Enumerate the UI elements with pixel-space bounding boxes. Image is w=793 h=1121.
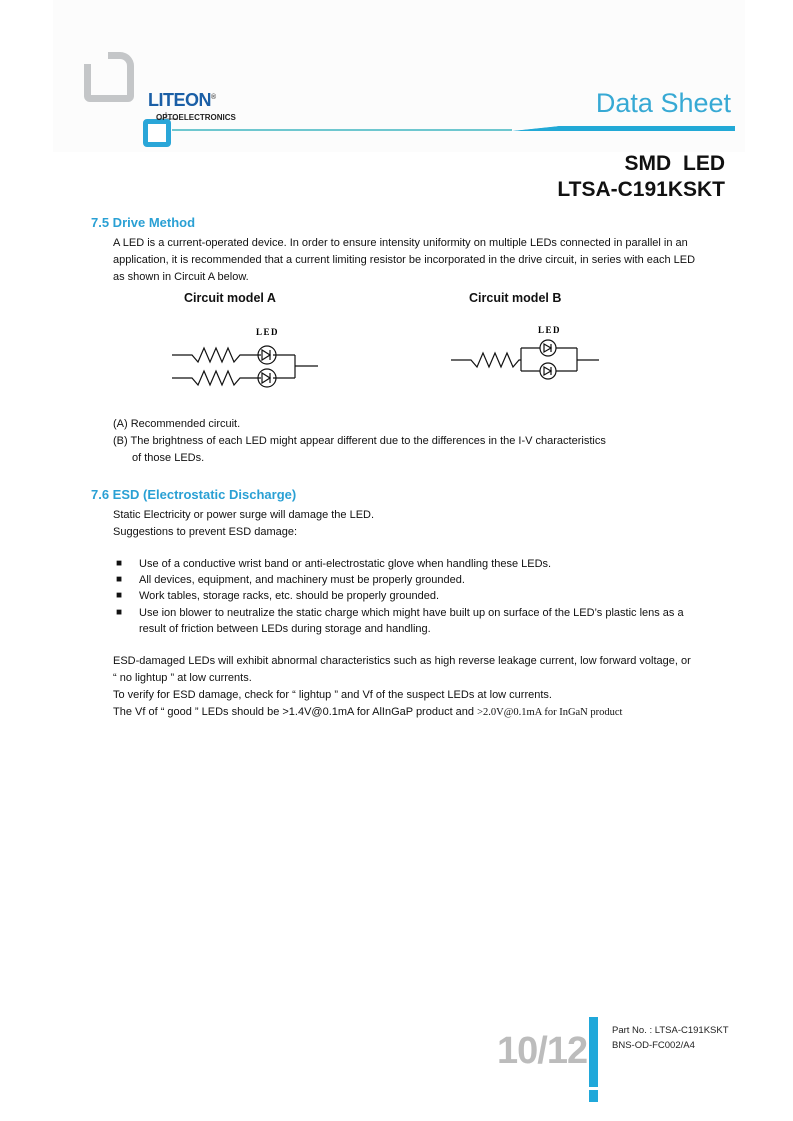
circuit-a-title: Circuit model A — [184, 291, 276, 305]
section-heading-esd: 7.6 ESD (Electrostatic Discharge) — [91, 487, 297, 502]
bullet-square-icon: ■ — [116, 574, 123, 585]
esd-bullet-item: Work tables, storage racks, etc. should be properly grounded. — [139, 590, 440, 602]
note-a: (A) Recommended circuit. — [113, 418, 241, 430]
paragraph-line: as shown in Circuit A below. — [113, 271, 249, 283]
circuit-b-diagram — [445, 320, 610, 390]
circuit-notes — [113, 416, 606, 467]
page-number: 10/12 — [497, 1030, 588, 1072]
product-part-number: LTSA-C191KSKT — [557, 178, 725, 201]
logo-notch — [84, 52, 108, 64]
product-category: SMD LED — [624, 152, 725, 175]
bullet-square-icon: ■ — [116, 590, 123, 601]
footer-accent-bar — [589, 1090, 598, 1102]
esd-bullet-item: Use ion blower to neutralize the static charge which might have built up on surface of the LED’s plastic lens as a — [139, 607, 684, 619]
bullet-square-icon: ■ — [116, 558, 123, 569]
closing-line: ESD-damaged LEDs will exhibit abnormal characteristics such as high reverse leakage current, low forward voltage, or — [113, 655, 691, 667]
paragraph-line: application, it is recommended that a current limiting resistor be incorporated in the drive circuit, in series with each LED — [113, 254, 696, 266]
footer-accent-bar — [589, 1017, 598, 1087]
esd-bullet-item: Use of a conductive wrist band or anti-electrostatic glove when handling these LEDs. — [139, 558, 552, 570]
section-heading-drive-method: 7.5 Drive Method — [91, 215, 196, 230]
footer-part-info — [612, 1023, 729, 1053]
esd-intro — [113, 507, 374, 541]
brand-logo — [148, 90, 216, 111]
drive-paragraph — [113, 235, 695, 286]
doc-type-title: Data Sheet — [595, 88, 731, 118]
footer-form-code: BNS-OD-FC002/A4 — [612, 1040, 695, 1051]
bullet-square-icon: ■ — [116, 607, 123, 618]
circuit-b-led-label: LED — [538, 325, 562, 335]
vf-spec-ingan: >2.0V@0.1mA for InGaN product — [477, 707, 623, 718]
esd-closing — [113, 653, 691, 721]
circuit-a-led-label: LED — [256, 327, 280, 337]
brand-name: LITEON — [148, 90, 211, 110]
header-rule-thin — [172, 129, 512, 131]
circuit-a-diagram — [165, 320, 330, 395]
esd-bullet-item-continued: result of friction between LEDs during storage and handling. — [139, 623, 431, 635]
esd-bullet-item: All devices, equipment, and machinery must be properly grounded. — [139, 574, 465, 586]
circuit-b-title: Circuit model B — [469, 291, 562, 305]
logo-blue-square-icon — [143, 119, 171, 147]
intro-line: Suggestions to prevent ESD damage: — [113, 526, 298, 538]
paragraph-line: A LED is a current-operated device. In order to ensure intensity uniformity on multiple LEDs connected in parallel in an — [113, 237, 688, 249]
registered-mark: ® — [211, 94, 216, 101]
intro-line: Static Electricity or power surge will damage the LED. — [113, 509, 375, 521]
vf-spec-alingap: The Vf of “ good ” LEDs should be >1.4V@0.1mA for AlInGaP product and — [113, 706, 478, 718]
note-b-continued: of those LEDs. — [132, 452, 205, 464]
closing-line — [113, 704, 691, 721]
brand-subtitle: OPTOELECTRONICS — [156, 113, 236, 122]
note-b: (B) The brightness of each LED might appear different due to the differences in the I-V characteristics — [113, 435, 606, 447]
footer-part-number: Part No. : LTSA-C191KSKT — [612, 1025, 729, 1036]
header-rule-thick — [555, 126, 735, 131]
closing-line: To verify for ESD damage, check for “ lightup ” and Vf of the suspect LEDs at low currents. — [113, 689, 552, 701]
closing-line: “ no lightup ” at low currents. — [113, 672, 252, 684]
header-rule-slope — [512, 126, 560, 131]
